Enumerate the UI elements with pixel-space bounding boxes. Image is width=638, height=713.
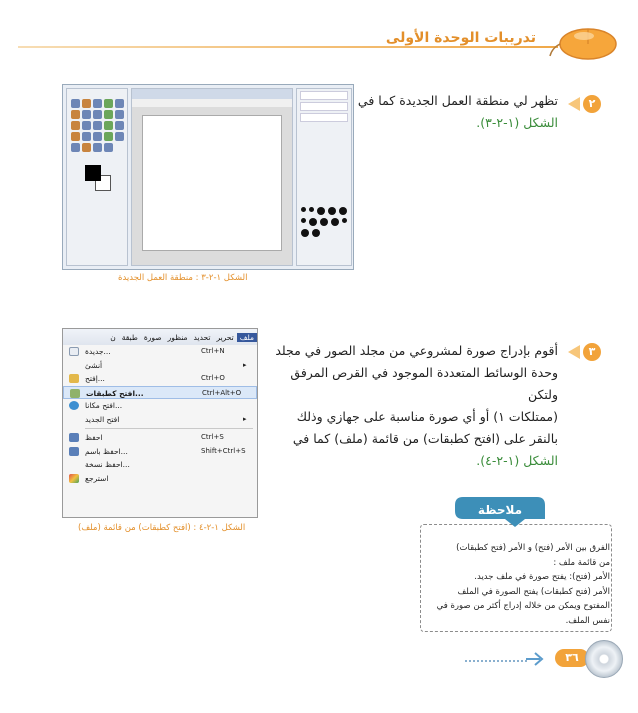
globe-icon	[69, 401, 79, 410]
note-line-5: المفتوح ويمكن من خلاله إدراج أكثر من صورة في	[436, 601, 610, 611]
tool-icon	[71, 143, 80, 152]
note-line-1: الفرق بين الأمر (فتح) و الأمر (فتح كطبقات)	[456, 543, 610, 553]
menu-item-label: إفتح...	[85, 374, 105, 383]
tool-icon	[82, 121, 91, 130]
menu-item-revert[interactable]	[63, 472, 257, 486]
brush-icon	[339, 207, 347, 215]
menu-item-save[interactable]	[63, 431, 257, 445]
note-line-6: نفس الملف.	[565, 615, 610, 626]
layer-row	[300, 91, 348, 100]
step-arrow-icon	[568, 345, 580, 359]
layers-dock	[296, 88, 352, 266]
menu-item-label: افتح الجديد	[85, 414, 120, 424]
menu-view[interactable]: منظور	[167, 332, 188, 342]
tool-icon	[71, 121, 80, 130]
image-window-menubar	[132, 99, 292, 107]
layer-row	[300, 102, 348, 111]
brush-icon	[342, 218, 347, 223]
step-2-line-1: تظهر لي منطقة العمل الجديدة كما في	[357, 93, 558, 108]
layer-row	[300, 113, 348, 122]
step-2-badge	[568, 93, 602, 115]
figure-1-screenshot	[62, 84, 354, 270]
save-icon	[69, 433, 79, 442]
brush-icon	[328, 207, 336, 215]
foreground-color-swatch	[85, 165, 101, 181]
menu-file[interactable]: ملف	[237, 333, 257, 342]
menu-item-save-as[interactable]	[63, 445, 257, 459]
note-badge	[455, 497, 545, 527]
brush-icon	[301, 218, 306, 223]
note-title: ملاحظة	[477, 503, 523, 517]
header-rule	[18, 46, 558, 48]
brush-icon	[309, 207, 314, 212]
step-3-number: ٣	[583, 343, 601, 361]
header-title: تدريبات الوحدة الأولى	[385, 30, 536, 46]
brush-icon	[301, 229, 309, 237]
menu-more[interactable]: ن	[110, 332, 116, 342]
menu-item-label: جديدة...	[85, 347, 111, 356]
figure-1-caption: الشكل ١-٢-٣ : منطقة العمل الجديدة	[118, 273, 248, 283]
note-line-3: الأمر (فتح): يفتح صورة في ملف جديد.	[474, 572, 610, 582]
step-3-line-3: (ممتلكات ١) أو أي صورة مناسبة على جهازي وذلك	[296, 409, 558, 424]
save-as-icon	[69, 447, 79, 456]
tool-icon	[104, 110, 113, 119]
image-window-titlebar	[132, 89, 292, 99]
menu-item-shortcut: Ctrl+O	[201, 374, 225, 382]
menu-item-open-recent[interactable]	[63, 413, 257, 427]
tool-icon	[82, 132, 91, 141]
tool-icon	[104, 121, 113, 130]
menu-item-shortcut: Ctrl+Alt+O	[202, 388, 242, 397]
tool-icon	[93, 99, 102, 108]
tool-icon	[93, 110, 102, 119]
cd-disc-icon	[585, 640, 623, 678]
tool-icon	[93, 132, 102, 141]
tool-icon	[115, 99, 124, 108]
arrow-right-icon	[524, 651, 548, 667]
step-2-figure-ref: الشكل (١-٢-٣).	[476, 115, 558, 130]
revert-icon	[69, 474, 79, 483]
note-text	[424, 541, 610, 628]
note-line-4: الأمر (فتح كطبقات) يفتح الصورة في الملف	[457, 586, 610, 597]
menu-item-save-copy[interactable]	[63, 458, 257, 472]
brush-icon	[312, 229, 320, 237]
open-layers-icon	[70, 389, 80, 398]
menu-item-new[interactable]	[63, 345, 257, 359]
figure-2-caption: الشكل ١-٢-٤ : (افتح كطبقات) من قائمة (ملف)	[78, 523, 246, 533]
menu-item-label: افتح كطبقات...	[86, 388, 144, 398]
menu-separator	[85, 428, 253, 429]
menu-item-label: احفظ	[85, 433, 103, 442]
open-folder-icon	[69, 374, 79, 383]
brushes-panel	[301, 207, 349, 237]
figure-2-screenshot	[62, 328, 258, 518]
tool-icon	[93, 143, 102, 152]
page-header	[0, 0, 638, 72]
menu-item-label: احفظ باسم...	[85, 446, 128, 456]
step-3-figure-ref: الشكل (١-٢-٤).	[476, 453, 558, 468]
brush-icon	[317, 207, 325, 215]
menu-item-create[interactable]	[63, 359, 257, 373]
menu-item-shortcut: Shift+Ctrl+S	[201, 446, 246, 455]
menu-select[interactable]: تحديد	[193, 332, 211, 342]
tool-icon	[93, 121, 102, 130]
menu-item-open[interactable]	[63, 372, 257, 386]
tool-icon	[104, 143, 113, 152]
page-number: ٣٦	[555, 649, 589, 667]
footer-dotted-line	[465, 660, 527, 662]
tool-icon	[115, 132, 124, 141]
tool-icon	[104, 99, 113, 108]
brush-icon	[320, 218, 328, 226]
menu-item-shortcut: Ctrl+S	[201, 433, 224, 441]
menu-item-label: افتح مكانا...	[85, 401, 123, 410]
new-file-icon	[69, 347, 79, 356]
step-arrow-icon	[568, 97, 580, 111]
menu-item-open-location[interactable]	[63, 399, 257, 413]
tool-icon	[82, 143, 91, 152]
brush-icon	[301, 207, 306, 212]
submenu-arrow-icon: ▸	[243, 360, 247, 369]
tool-icon	[104, 132, 113, 141]
menu-item-shortcut: Ctrl+N	[201, 347, 225, 355]
brush-icon	[309, 218, 317, 226]
tool-icon	[115, 110, 124, 119]
tool-icon	[82, 99, 91, 108]
menu-layer[interactable]: طبقة	[121, 332, 138, 342]
step-3-text	[258, 340, 558, 472]
step-2-text	[328, 90, 558, 134]
blank-canvas	[142, 115, 282, 251]
computer-mouse-icon	[548, 22, 620, 62]
menu-item-label: استرجع	[85, 473, 109, 483]
menubar	[63, 329, 257, 345]
step-3-line-4: بالنقر على (افتح كطبقات) من قائمة (ملف) كما في	[292, 431, 558, 446]
tool-icon	[71, 99, 80, 108]
tool-icon	[115, 121, 124, 130]
step-3-badge	[568, 341, 602, 363]
submenu-arrow-icon: ▸	[243, 414, 247, 423]
menu-item-label: احفظ نسخة...	[85, 460, 130, 469]
step-3-line-1: أقوم بإدراج صورة لمشروعي من مجلد الصور في مجلد	[275, 343, 558, 358]
tool-icon	[82, 110, 91, 119]
menu-item-label: أنشئ	[85, 360, 103, 370]
note-line-2: من قائمة ملف :	[553, 557, 610, 568]
menu-item-open-as-layers[interactable]	[63, 386, 257, 400]
menu-edit[interactable]: تحرير	[216, 332, 234, 342]
toolbox-panel	[66, 88, 128, 266]
step-2-number: ٢	[583, 95, 601, 113]
tool-icon	[71, 110, 80, 119]
step-3-line-2: وحدة الوسائط المتعددة الموجود في القرص المرفق ولتكن	[290, 365, 558, 402]
image-window	[131, 88, 293, 266]
brush-icon	[331, 218, 339, 226]
tool-icon	[71, 132, 80, 141]
menu-image[interactable]: صورة	[143, 332, 162, 342]
tool-grid	[71, 99, 125, 152]
